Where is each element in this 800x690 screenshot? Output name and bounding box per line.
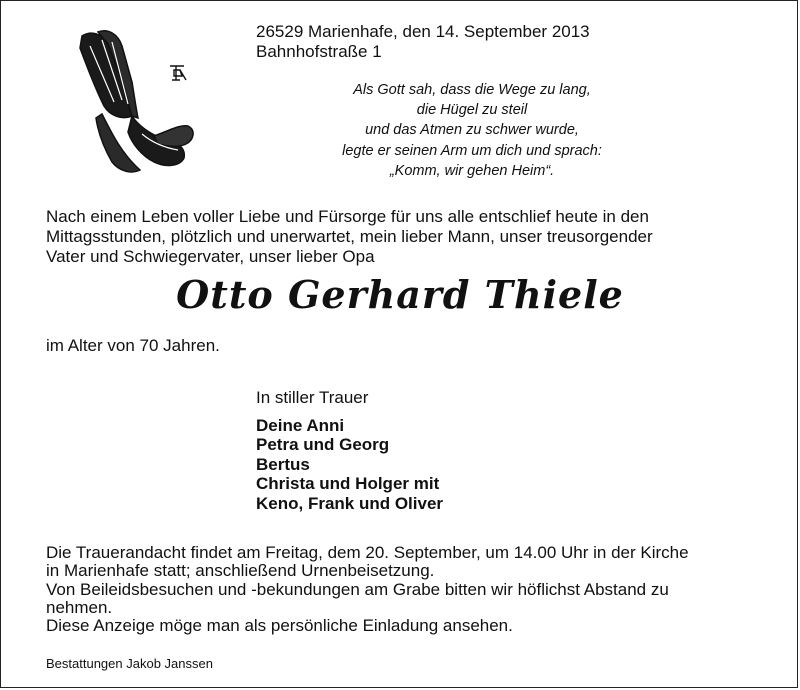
family-member: Deine Anni — [256, 416, 345, 435]
poem — [280, 80, 664, 181]
street-address: Bahnhofstraße 1 — [256, 42, 382, 61]
mourning-label: In stiller Trauer — [256, 388, 369, 407]
intro-text — [46, 207, 766, 267]
place-date: 26529 Marienhafe, den 14. September 2013 — [256, 22, 590, 41]
address-block — [256, 22, 590, 62]
intro-line: Nach einem Leben voller Liebe und Fürsorge für uns alle entschlief heute in den — [46, 207, 649, 226]
notice-line: Diese Anzeige möge man als persönliche Einladung ansehen. — [46, 616, 513, 636]
notice-line: in Marienhafe statt; anschließend Urnenbeisetzung. — [46, 561, 435, 581]
poem-line: „Komm, wir gehen Heim“. — [389, 162, 555, 179]
notice-line: Von Beileidsbesuchen und -bekundungen am Grabe bitten wir höflichst Abstand zu — [46, 579, 669, 599]
poem-line: die Hügel zu steil — [416, 102, 528, 119]
poem-line: und das Atmen zu schwer wurde, — [365, 122, 579, 139]
intro-line: Vater und Schwiegervater, unser lieber Opa — [46, 247, 375, 266]
service-notice — [46, 544, 766, 635]
intro-line: Mittagsstunden, plötzlich und unerwartet, mein lieber Mann, unser treusorgender — [46, 227, 653, 246]
monogram-icon — [170, 66, 186, 80]
poem-line: Als Gott sah, dass die Wege zu lang, — [353, 82, 591, 98]
family-member: Bertus — [256, 454, 310, 474]
notice-line: nehmen. — [46, 597, 113, 617]
poem-line: legte er seinen Arm um dich und sprach: — [342, 142, 602, 159]
deceased-name: Otto Gerhard Thiele — [176, 272, 624, 317]
family-member: Christa und Holger mit — [256, 474, 440, 494]
notice-line: Die Trauerandacht findet am Freitag, dem 20. September, um 14.00 Uhr in der Kirche — [46, 543, 689, 562]
praying-hands-icon — [62, 24, 202, 184]
undertaker-credit: Bestattungen Jakob Janssen — [46, 656, 213, 671]
family-list — [256, 416, 443, 513]
family-member: Keno, Frank und Oliver — [256, 493, 444, 513]
family-member: Petra und Georg — [256, 435, 390, 455]
age-line: im Alter von 70 Jahren. — [46, 336, 220, 355]
